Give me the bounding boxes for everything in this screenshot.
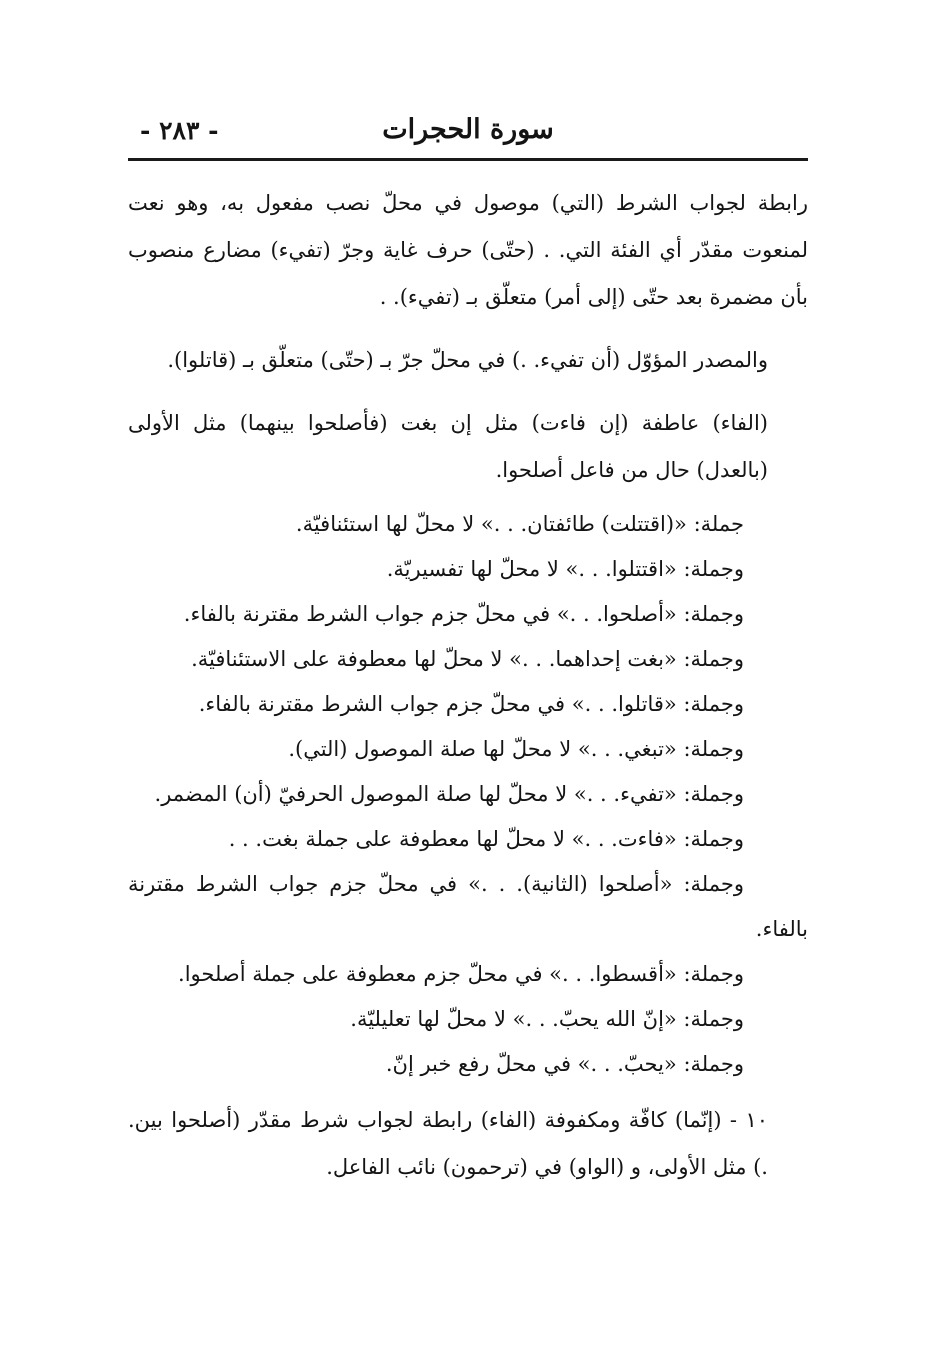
sentence-analysis-item: وجملة: «فاءت. . .» لا محلّ لها معطوفة على جملة بغت. . . xyxy=(228,827,744,851)
sentence-analysis-item: وجملة: «أقسطوا. . .» في محلّ جزم معطوفة على جملة أصلحوا. xyxy=(178,962,744,986)
sentence-analysis-item: وجملة: «بغت إحداهما. . .» لا محلّ لها معطوفة على الاستئنافيّة. xyxy=(191,647,744,671)
sentence-analysis-item: وجملة: «إنّ الله يحبّ. . .» لا محلّ لها تعليليّة. xyxy=(350,1007,744,1031)
paragraph-fa-atifa: (الفاء) عاطفة (إن فاءت) مثل إن بغت (فأصلحوا بينهما) مثل الأولى (بالعدل) حال من فاعل أصلحوا. xyxy=(128,411,768,482)
paragraph-syntax-notes: رابطة لجواب الشرط (التي) موصول في محلّ نصب مفعول به، وهو نعت لمنعوت مقدّر أي الفئة التي. . (حتّى) حرف غاية وجرّ (تفيء) مضارع منصوب بأن مضمرة بعد حتّى (إلى أمر) متعلّق بـ (تفيء). . xyxy=(128,191,808,309)
sentence-analysis-item: وجملة: «أصلحوا. . .» في محلّ جزم جواب الشرط مقترنة بالفاء. xyxy=(183,602,744,626)
page-header xyxy=(128,108,808,161)
sentence-analysis-item: جملة: «(اقتتلت) طائفتان. . .» لا محلّ لها استئنافيّة. xyxy=(295,512,744,536)
sentence-analysis-item: وجملة: «أصلحوا (الثانية). . .» في محلّ جزم جواب الشرط مقترنة xyxy=(128,872,744,896)
sentence-analysis-item: وجملة: «تفيء. . .» لا محلّ لها صلة الموصول الحرفيّ (أن) المضمر. xyxy=(154,782,744,806)
sentence-analysis-item: وجملة: «قاتلوا. . .» في محلّ جزم جواب الشرط مقترنة بالفاء. xyxy=(198,692,744,716)
page-number: - ٢٨٣ - xyxy=(140,116,219,145)
sentence-analysis-item: وجملة: «اقتتلوا. . .» لا محلّ لها تفسيريّة. xyxy=(386,557,744,581)
sentence-analysis-item: وجملة: «تبغي. . .» لا محلّ لها صلة الموصول (التي). xyxy=(288,737,744,761)
sentence-analysis-continuation: بالفاء. xyxy=(755,917,808,941)
sentence-analysis-item: وجملة: «يحبّ. . .» في محلّ رفع خبر إنّ. xyxy=(385,1052,744,1076)
paragraph-masdar: والمصدر المؤوّل (أن تفيء. .) في محلّ جرّ بـ (حتّى) متعلّق بـ (قاتلوا). xyxy=(167,348,768,372)
paragraph-verse-10: ١٠ - (إنّما) كافّة ومكفوفة (الفاء) رابطة لجواب شرط مقدّر (أصلحوا بين. .) مثل الأولى، و (الواو) في (ترحمون) نائب الفاعل. xyxy=(128,1108,768,1179)
surah-title: سورة الحجرات xyxy=(382,114,554,145)
page-body xyxy=(128,180,808,1191)
